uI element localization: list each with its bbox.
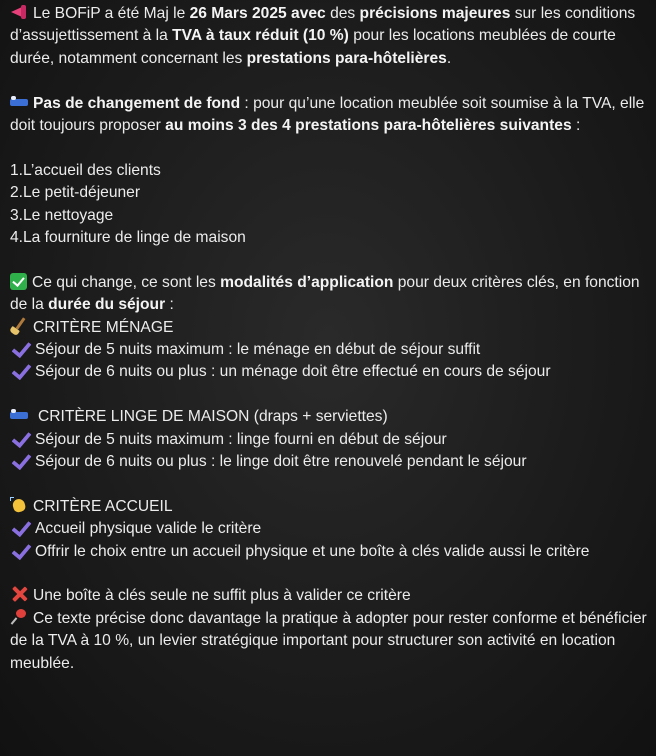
bed-icon	[10, 407, 28, 423]
spacer	[10, 249, 648, 271]
menage-item: Séjour de 6 nuits ou plus : un ménage doit être effectué en cours de séjour	[10, 361, 648, 383]
waving-hand-icon	[10, 497, 28, 513]
prestations-list	[10, 160, 648, 250]
spacer	[10, 137, 648, 159]
accueil-item: Accueil physique valide le critère	[10, 518, 648, 540]
megaphone-icon	[10, 4, 28, 20]
list-item: 1.L’accueil des clients	[10, 161, 161, 179]
pushpin-icon	[10, 609, 28, 625]
intro-paragraph: Le BOFiP a été Maj le 26 Mars 2025 avec des précisions majeures sur les conditions d’assujettissement à la TVA à taux réduit (10 %) pour les locations meublées de courte durée, notamment concernant les prestations para-hôtelières.	[10, 5, 636, 67]
linge-item: Séjour de 6 nuits ou plus : le linge doit être renouvelé pendant le séjour	[10, 451, 648, 473]
spacer	[10, 473, 648, 495]
spacer	[10, 70, 648, 92]
cross-mark-icon	[10, 586, 28, 602]
check-box-icon	[10, 273, 27, 290]
check-mark-icon	[10, 340, 30, 356]
accueil-title: CRITÈRE ACCUEIL	[10, 496, 648, 518]
conclusion-paragraph: Ce texte précise donc davantage la pratique à adopter pour rester conforme et bénéficier de la TVA à 10 %, un levier stratégique important pour structurer son activité en location meublée.	[10, 609, 647, 672]
post-body	[10, 3, 648, 675]
bed-icon	[10, 94, 28, 110]
check-mark-icon	[10, 362, 30, 378]
list-item: 2.Le petit-déjeuner	[10, 184, 141, 202]
menage-item: Séjour de 5 nuits maximum : le ménage en début de séjour suffit	[10, 339, 648, 361]
check-mark-icon	[10, 430, 30, 446]
linge-title: CRITÈRE LINGE DE MAISON (draps + serviettes)	[10, 406, 648, 428]
list-item: 3.Le nettoyage	[10, 206, 114, 224]
accueil-item: Offrir le choix entre un accueil physique et une boîte à clés valide aussi le critère	[10, 541, 648, 563]
change-paragraph: Ce qui change, ce sont les modalités d’application pour deux critères clés, en fonction de la durée du séjour :	[10, 273, 640, 314]
check-mark-icon	[10, 542, 30, 558]
check-mark-icon	[10, 452, 30, 468]
check-mark-icon	[10, 519, 30, 535]
list-item: 4.La fourniture de linge de maison	[10, 229, 246, 247]
warning-line: Une boîte à clés seule ne suffit plus à valider ce critère	[10, 585, 648, 607]
spacer	[10, 563, 648, 585]
fond-paragraph: Pas de changement de fond : pour qu’une location meublée soit soumise à la TVA, elle doit toujours proposer au moins 3 des 4 prestations para-hôtelières suivantes :	[10, 94, 645, 135]
menage-title: CRITÈRE MÉNAGE	[10, 317, 648, 339]
spacer	[10, 384, 648, 406]
linge-item: Séjour de 5 nuits maximum : linge fourni en début de séjour	[10, 429, 648, 451]
broom-icon	[10, 318, 28, 334]
